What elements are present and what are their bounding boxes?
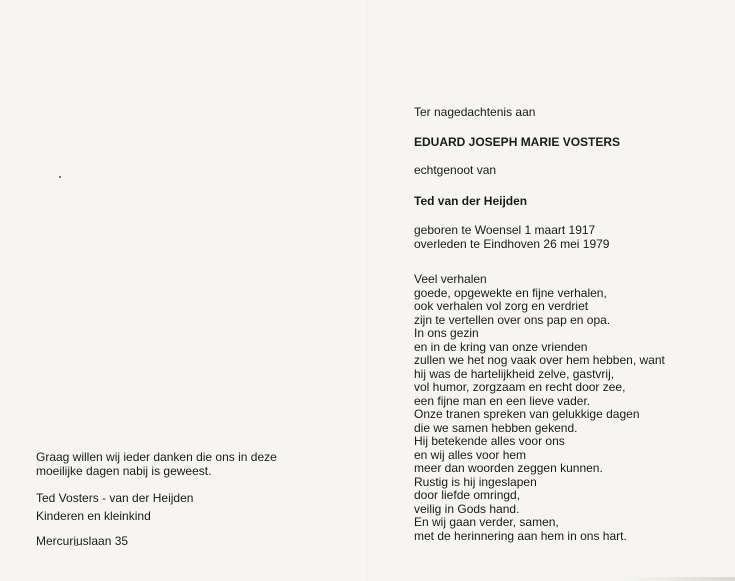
poem-line: meer dan woorden zeggen kunnen. [414, 461, 603, 475]
family-name: Ted Vosters - van der Heijden [36, 491, 194, 505]
spouse-name: Ted van der Heijden [414, 193, 528, 208]
poem-line: hij was de hartelijkheid zelve, gastvrij, [414, 366, 615, 381]
memorial-text [414, 106, 724, 543]
poem-line: die we samen hebben gekend. [414, 420, 578, 435]
poem-line: zullen we het nog vaak over hem hebben, want [414, 353, 665, 367]
poem-line: Onze tranen spreken van gelukkige dagen [414, 407, 640, 421]
birth-line: geboren te Woensel 1 maart 1917 [414, 223, 596, 237]
intro-line: Ter nagedachtenis aan [414, 105, 536, 119]
death-line: overleden te Eindhoven 26 mei 1979 [414, 236, 610, 251]
poem-line: Veel verhalen [414, 272, 487, 286]
poem-line: Hij betekende alles voor ons [414, 434, 565, 448]
poem-line: en wij alles voor hem [414, 447, 527, 462]
poem-line: In ons gezin [414, 326, 479, 340]
poem-line: vol humor, zorgzaam en recht door zee, [414, 380, 626, 394]
address-line: Mercuriuslaan 35 [36, 534, 129, 548]
poem-line: goede, opgewekte en fijne verhalen, [414, 285, 607, 300]
poem-line: zijn te vertellen over ons pap en opa. [414, 312, 611, 327]
poem-line: door liefde omringd, [414, 488, 521, 502]
poem-line: En wij gaan verder, samen, [414, 515, 559, 529]
card-edge-shadow [625, 577, 735, 581]
thanks-block [36, 450, 336, 548]
card-fold [367, 0, 368, 581]
poem [414, 273, 724, 543]
poem-line: met de herinnering aan hem in ons hart. [414, 528, 627, 543]
deceased-name: EDUARD JOSEPH MARIE VOSTERS [414, 134, 621, 149]
relation-line: echtgenoot van [414, 163, 497, 177]
children-line: Kinderen en kleinkind [36, 509, 151, 523]
poem-line: ook verhalen vol zorg en verdriet [414, 299, 589, 313]
poem-line: Rustig is hij ingeslapen [414, 474, 537, 489]
poem-line: en in de kring van onze vrienden [414, 339, 588, 354]
poem-line: een fijne man en een lieve vader. [414, 393, 591, 408]
thanks-line: Graag willen wij ieder danken die ons in deze [36, 450, 277, 464]
poem-line: veilig in Gods hand. [414, 501, 520, 516]
speck-mark [59, 176, 61, 178]
thanks-line: moeilijke dagen nabij is geweest. [36, 464, 212, 478]
